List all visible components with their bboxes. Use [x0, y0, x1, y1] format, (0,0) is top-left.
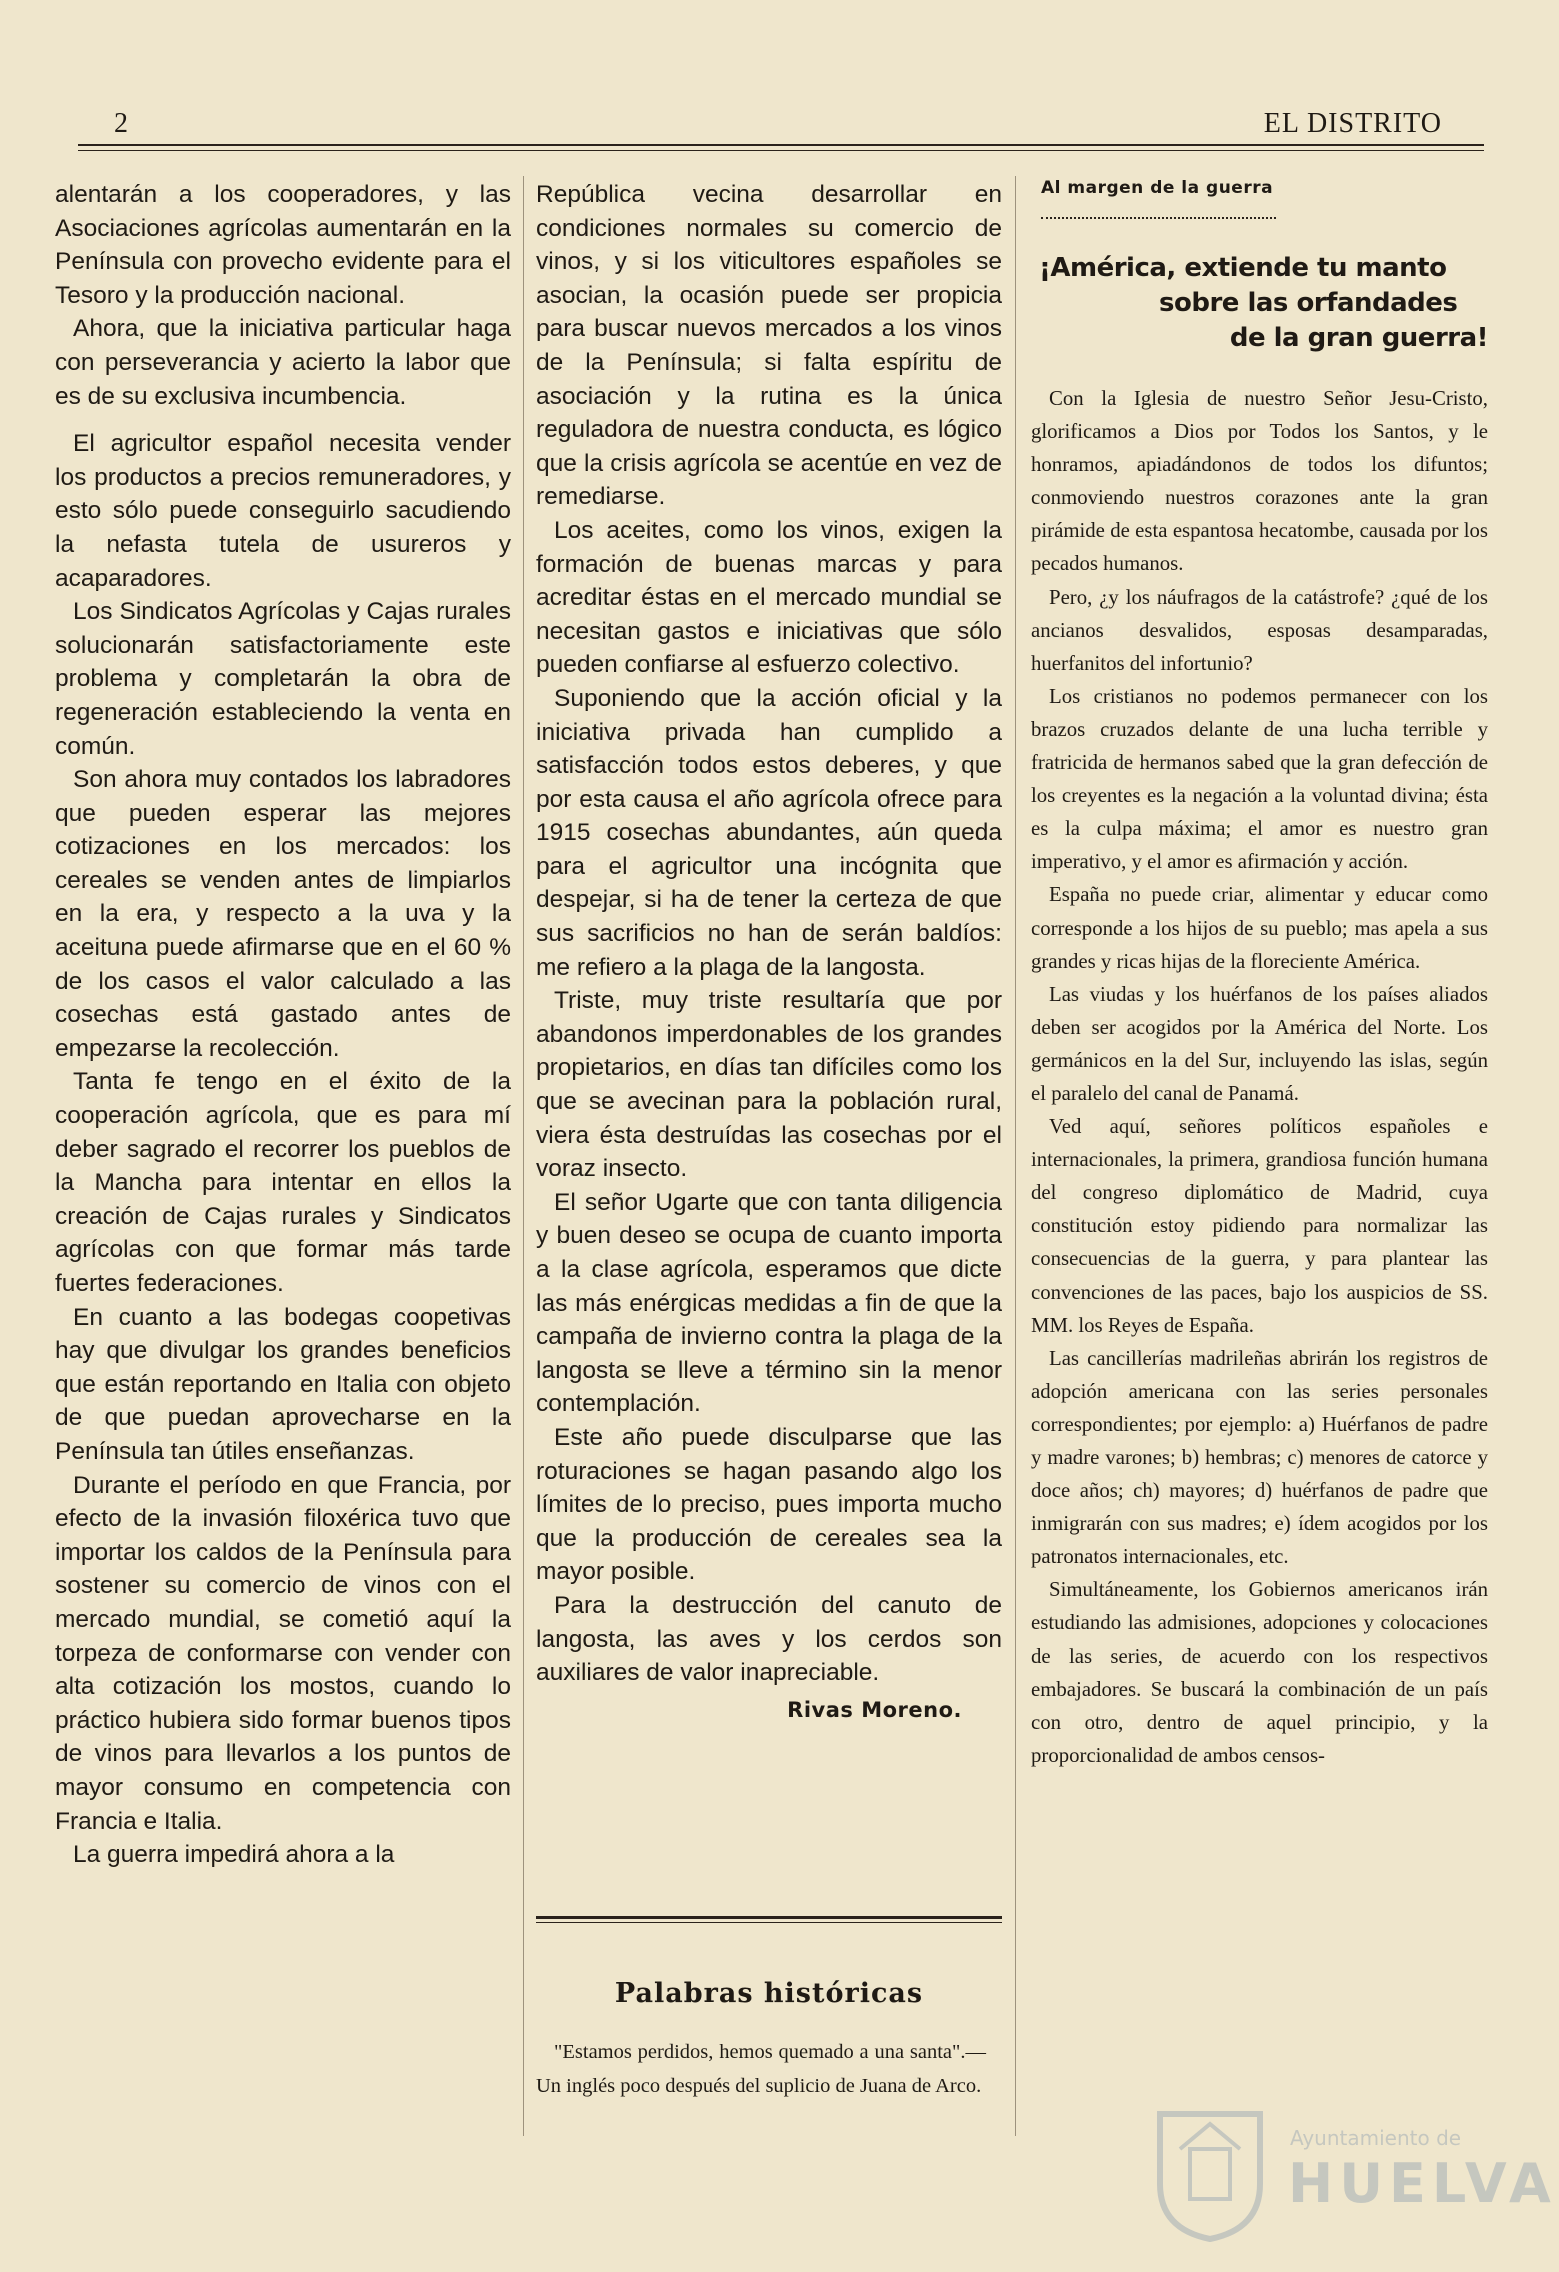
- column-3: [1031, 178, 1488, 1772]
- section-divider: [536, 1916, 1002, 1919]
- kicker-underline: [1041, 216, 1276, 219]
- section-kicker: Al margen de la guerra: [1041, 178, 1274, 198]
- paragraph: Los cristianos no podemos permanecer con los brazos cruzados delante de una lucha terrible y fratricida de hermanos sabed que la gran defección de los creyentes es la negación a la voluntad divina; ésta es la culpa máxima; el amor es nuestro gran imperativo, y el amor es afirmación y acción.: [1031, 684, 1488, 874]
- paragraph: La guerra impedirá ahora a la: [73, 1841, 395, 1869]
- column-divider: [1015, 176, 1016, 2136]
- headline-line: sobre las orfandades: [1159, 288, 1458, 318]
- article-headline: [1031, 251, 1488, 356]
- section-divider-thin: [536, 1922, 1002, 1923]
- paragraph: Durante el período en que Francia, por efecto de la invasión filoxérica tuvo que importar los caldos de la Península para sostener su comercio de vinos con el mercado mundial, se cometió aquí la torpeza de conformarse con vender con alta cotización los mostos, cuando lo práctico hubiera sido formar buenos tipos de vinos para llevarlos a los puntos de mayor consumo en competencia con Francia e Italia.: [55, 1471, 511, 1835]
- paragraph: Los aceites, como los vinos, exigen la formación de buenas marcas y para acreditar éstas en el mercado mundial se necesitan gastos e iniciativas que sólo pueden confiarse al esfuerzo colectivo.: [536, 516, 1002, 679]
- header-rule-thin: [78, 150, 1484, 151]
- paragraph: Los Sindicatos Agrícolas y Cajas rurales solucionarán satisfactoriamente este problema y completarán la obra de regeneración estableciendo la venta en común.: [55, 598, 511, 760]
- section-heading: Palabras históricas: [614, 1978, 924, 2009]
- paragraph: El señor Ugarte que con tanta diligencia y buen deseo se ocupa de cuanto importa a la clase agrícola, esperamos que dicte las más enérgicas medidas a fin de que la campaña de invierno contra la plaga de la langosta se lleve a término sin la menor contemplación.: [536, 1188, 1002, 1418]
- paragraph: Ved aquí, señores políticos españoles e internacionales, la primera, grandiosa función humana del congreso diplomático de Madrid, cuya constitución estoy pidiendo para normalizar las consecuencias de la guerra, y para plantear las convenciones de las paces, bajo los auspicios de SS. MM. los Reyes de España.: [1031, 1115, 1488, 1337]
- column-divider: [523, 176, 524, 2136]
- paragraph: Pero, ¿y los náufragos de la catástrofe? ¿qué de los ancianos desvalidos, esposas desamparadas, huerfanitos del infortunio?: [1031, 585, 1488, 675]
- header-rule: [78, 144, 1484, 146]
- headline-line: de la gran guerra!: [1229, 323, 1488, 353]
- article-signature: Rivas Moreno.: [787, 1697, 962, 1722]
- column-2: [536, 178, 1002, 1727]
- paragraph: Este año puede disculparse que las roturaciones se hagan pasando algo los límites de lo preciso, pues importa mucho que la producción de cereales sea la mayor posible.: [536, 1423, 1002, 1586]
- paragraph: Tanta fe tengo en el éxito de la cooperación agrícola, que es para mí deber sagrado el recorrer los pueblos de la Mancha para intentar en ellos la creación de Cajas rurales y Sindicatos agrícolas con que formar más tarde fuertes federaciones.: [55, 1068, 511, 1297]
- watermark-subtitle: Ayuntamiento de: [1290, 2126, 1462, 2150]
- page-header: [78, 108, 1484, 142]
- paragraph: Triste, muy triste resultaría que por abandonos imperdonables de los grandes propietarios, en días tan difíciles como los que se avecinan para la población rural, viera ésta destruídas las cosechas por el voraz insecto.: [536, 987, 1002, 1183]
- city-shield-icon: [1150, 2104, 1270, 2244]
- paragraph: alentarán a los cooperadores, y las Asociaciones agrícolas aumentarán en la Península con provecho evidente para el Tesoro y la producción nacional.: [55, 181, 511, 309]
- paragraph: Son ahora muy contados los labradores que pueden esperar las mejores cotizaciones en los mercados: los cereales se venden antes de limpiarlos en la era, y respecto a la uva y la aceituna puede afirmarse que en el 60 % de los casos el valor calculado a las cosechas está gastado antes de empezarse la recolección.: [55, 766, 511, 1062]
- paragraph: Suponiendo que la acción oficial y la iniciativa privada han cumplido a satisfacción todos estos deberes, y que por esta causa el año agrícola ofrece para 1915 cosechas abundantes, aún queda para el agricultor una incógnita que despejar, si ha de tener la certeza de que sus sacrificios no han de serán baldíos: me refiero a la plaga de la langosta.: [536, 684, 1002, 981]
- paragraph: Las viudas y los huérfanos de los países aliados deben ser acogidos por la América del Norte. Los germánicos en la del Sur, incluyendo las islas, según el paralelo del canal de Panamá.: [1031, 982, 1488, 1105]
- paragraph: España no puede criar, alimentar y educar como corresponde a los hijos de su pueblo; mas apela a sus grandes y ricas hijas de la floreciente América.: [1031, 883, 1488, 973]
- paragraph: Para la destrucción del canuto de langosta, las aves y los cerdos son auxiliares de valor inapreciable.: [536, 1591, 1002, 1687]
- headline-line: ¡América, extiende tu manto: [1039, 253, 1447, 283]
- paragraph: Con la Iglesia de nuestro Señor Jesu-Cristo, glorificamos a Dios por Todos los Santos, y le honramos, apiadándonos de todos los difuntos; conmoviendo nuestros corazones ante la gran pirámide de esta espantosa hecatombe, causada por los pecados humanos.: [1031, 387, 1488, 576]
- paragraph: República vecina desarrollar en condiciones normales su comercio de vinos, y si los viticultores españoles se asocian, la ocasión puede ser propicia para buscar nuevos mercados a los vinos de la Península; si falta espíritu de asociación y la rutina es la única reguladora de nuestra conducta, es lógico que la crisis agrícola se acentúe en vez de remediarse.: [536, 181, 1002, 511]
- page-number: 2: [114, 108, 128, 139]
- newspaper-title: EL DISTRITO: [1263, 108, 1442, 139]
- archive-watermark: [1150, 2104, 1557, 2254]
- paragraph: Simultáneamente, los Gobiernos americanos irán estudiando las admisiones, adopciones y colocaciones de las series, de acuerdo con los respectivos embajadores. Se buscará la combinación de un país con otro, dentro de aquel principio, y la proporcionalidad de ambos censos-: [1031, 1578, 1488, 1767]
- paragraph: El agricultor español necesita vender los productos a precios remuneradores, y esto sólo puede conseguirlo sacudiendo la nefasta tutela de usureros y acaparadores.: [55, 430, 511, 592]
- watermark-title: HUELVA: [1288, 2152, 1557, 2215]
- column-1: [55, 178, 511, 1872]
- paragraph: Las cancillerías madrileñas abrirán los registros de adopción americana con las series personales correspondientes; por ejemplo: a) Huérfanos de padre y madre varones; b) hembras; c) menores de catorce y doce años; ch) mayores; d) huérfanos de padre que inmigrarán con sus madres; e) ídem acogidos por los patronatos internacionales, etc.: [1031, 1346, 1488, 1569]
- quote-paragraph: "Estamos perdidos, hemos quemado a una santa".—Un inglés poco después del suplicio de Juana de Arco.: [536, 2041, 986, 2097]
- paragraph: Ahora, que la iniciativa particular haga con perseverancia y acierto la labor que es de su exclusiva incumbencia.: [55, 315, 511, 410]
- paragraph: En cuanto a las bodegas coopetivas hay que divulgar los grandes beneficios que están reportando en Italia con objeto de que puedan aprovecharse en la Península tan útiles enseñanzas.: [55, 1303, 511, 1465]
